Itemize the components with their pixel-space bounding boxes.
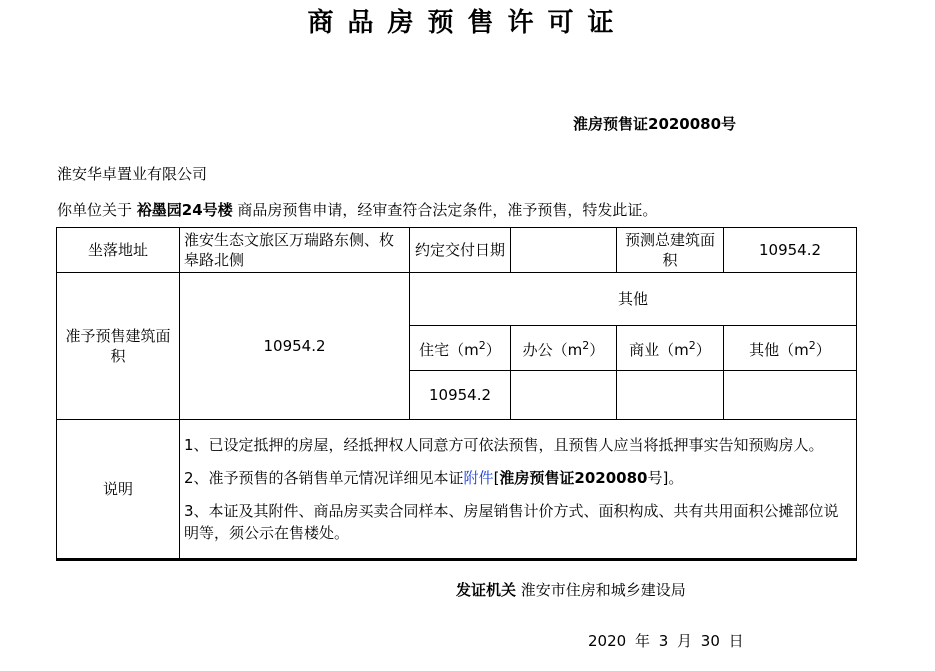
note-2: 2、准予预售的各销售单元情况详细见本证附件[淮房预售证2020080号]。 [184,469,684,487]
residential-value: 10954.2 [410,371,511,420]
issue-date: 2020 年 3 月 30 日 [588,632,744,650]
project-name: 裕墨园24号楼 [136,201,233,219]
notes-cell [180,420,857,560]
other-use-value [724,371,857,420]
permit-table [56,227,857,561]
intro-prefix: 你单位关于 [57,201,137,219]
location-value: 淮安生态文旅区万瑞路东侧、枚皋路北侧 [180,228,410,273]
note-label: 说明 [57,420,180,560]
certificate-number: 淮房预售证2020080号 [573,115,737,133]
table-row [57,273,857,326]
commercial-value [617,371,724,420]
delivery-date-label: 约定交付日期 [410,228,511,273]
presale-area-value: 10954.2 [180,273,410,420]
company-name: 淮安华卓置业有限公司 [57,165,208,183]
other-header: 其他 [410,273,857,326]
commercial-header: 商业$(m^2)$ [617,326,724,371]
presale-area-label: 准予预售建筑面积 [57,273,180,420]
total-area-value: 10954.2 [724,228,857,273]
attachment-link[interactable]: 附件 [463,469,494,487]
other-use-header: 其他$(m^2)$ [724,326,857,371]
delivery-date-value [511,228,617,273]
residential-header: 住宅$(m^2)$ [410,326,511,371]
location-label: 坐落地址 [57,228,180,273]
note-1: 1、已设定抵押的房屋，经抵押权人同意方可依法预售，且预售人应当将抵押事实告知预购房人。 [184,436,824,454]
office-value [511,371,617,420]
note-3: 3、本证及其附件、商品房买卖合同样本、房屋销售计价方式、面积构成、共有共用面积公摊部位说明等，须公示在售楼处。 [184,502,839,542]
total-area-label: 预测总建筑面积 [617,228,724,273]
page-title: 商品房预售许可证 [307,8,628,38]
issuer-name: 淮安市住房和城乡建设局 [516,581,686,599]
attachment-cert-number: 淮房预售证2020080 [499,469,648,487]
intro-sentence [57,199,657,220]
issuing-authority [456,579,686,600]
office-header: 办公$(m^2)$ [511,326,617,371]
table-row [57,228,857,273]
issuer-label: 发证机关 [456,581,517,599]
intro-suffix: 商品房预售申请，经审查符合法定条件，准予预售，特发此证。 [232,201,658,219]
table-row [57,420,857,560]
